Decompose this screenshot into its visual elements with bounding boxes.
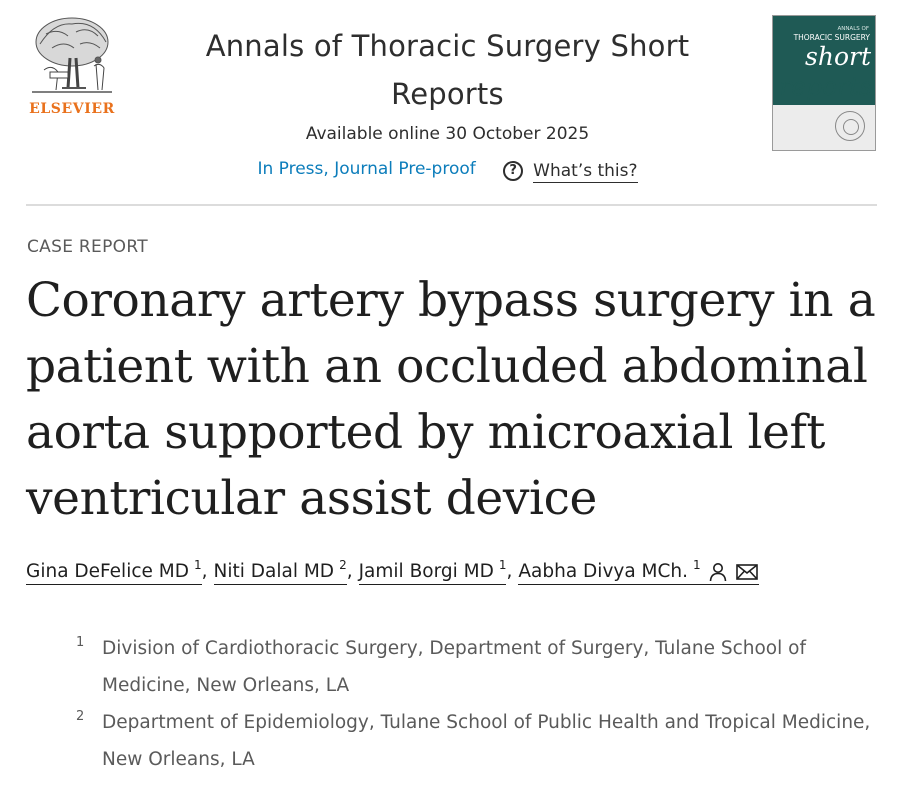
author-separator: , <box>346 561 353 582</box>
author-link[interactable] <box>26 557 202 585</box>
envelope-icon <box>735 562 759 582</box>
affiliation-list <box>26 630 886 778</box>
cover-word-reports: reports <box>779 72 872 101</box>
cover-line1: ANNALS OF <box>837 26 869 32</box>
author-name: Niti Dalal MD <box>213 561 335 582</box>
article-title: Coronary artery bypass surgery in a patient with an occluded abdominal aorta supported by microaxial left ventricular assist device <box>26 273 876 526</box>
affiliation-item <box>26 630 886 704</box>
author-separator: , <box>506 561 513 582</box>
corresponding-author-link[interactable] <box>518 557 758 585</box>
author-affil-ref: 1 <box>498 557 507 572</box>
affiliation-number: 2 <box>76 709 85 724</box>
author-name: Aabha Divya MCh. <box>518 561 689 582</box>
header-divider <box>26 204 877 206</box>
publication-status: In Press, Journal Pre-proof <box>257 159 476 179</box>
affiliation-number: 1 <box>76 635 85 650</box>
available-online-date: Available online 30 October 2025 <box>305 124 590 144</box>
author-separator: , <box>201 561 208 582</box>
journal-title[interactable]: Annals of Thoracic Surgery Short Reports <box>205 29 690 111</box>
author-affil-ref: 1 <box>693 557 701 572</box>
journal-header <box>150 22 745 183</box>
person-icon <box>708 562 728 582</box>
seal-icon <box>835 111 865 141</box>
article-type: CASE REPORT <box>27 237 148 257</box>
affiliation-item <box>26 704 886 778</box>
author-link[interactable] <box>213 557 347 585</box>
author-affil-ref: 1 <box>193 557 202 572</box>
author-affil-ref: 2 <box>339 557 347 572</box>
affiliation-text: Department of Epidemiology, Tulane School of Public Health and Tropical Medicine, New Orleans, LA <box>102 712 871 770</box>
whats-this-button[interactable] <box>503 160 637 183</box>
author-list <box>26 557 759 585</box>
elsevier-tree-logo-icon <box>24 14 120 100</box>
author-name: Gina DeFelice MD <box>26 561 189 582</box>
journal-cover-thumbnail[interactable] <box>772 15 876 151</box>
cover-word-short: short <box>805 42 871 71</box>
question-circle-icon: ? <box>503 161 523 181</box>
affiliation-text: Division of Cardiothoracic Surgery, Department of Surgery, Tulane School of Medicine, New Orleans, LA <box>102 638 806 696</box>
whats-this-label: What’s this? <box>533 160 638 181</box>
author-name: Jamil Borgi MD <box>358 561 494 582</box>
author-link[interactable] <box>358 557 507 585</box>
publication-status-line <box>150 157 745 183</box>
publisher-name: ELSEVIER <box>29 101 115 117</box>
cover-line2: THORACIC SURGERY <box>793 33 870 42</box>
